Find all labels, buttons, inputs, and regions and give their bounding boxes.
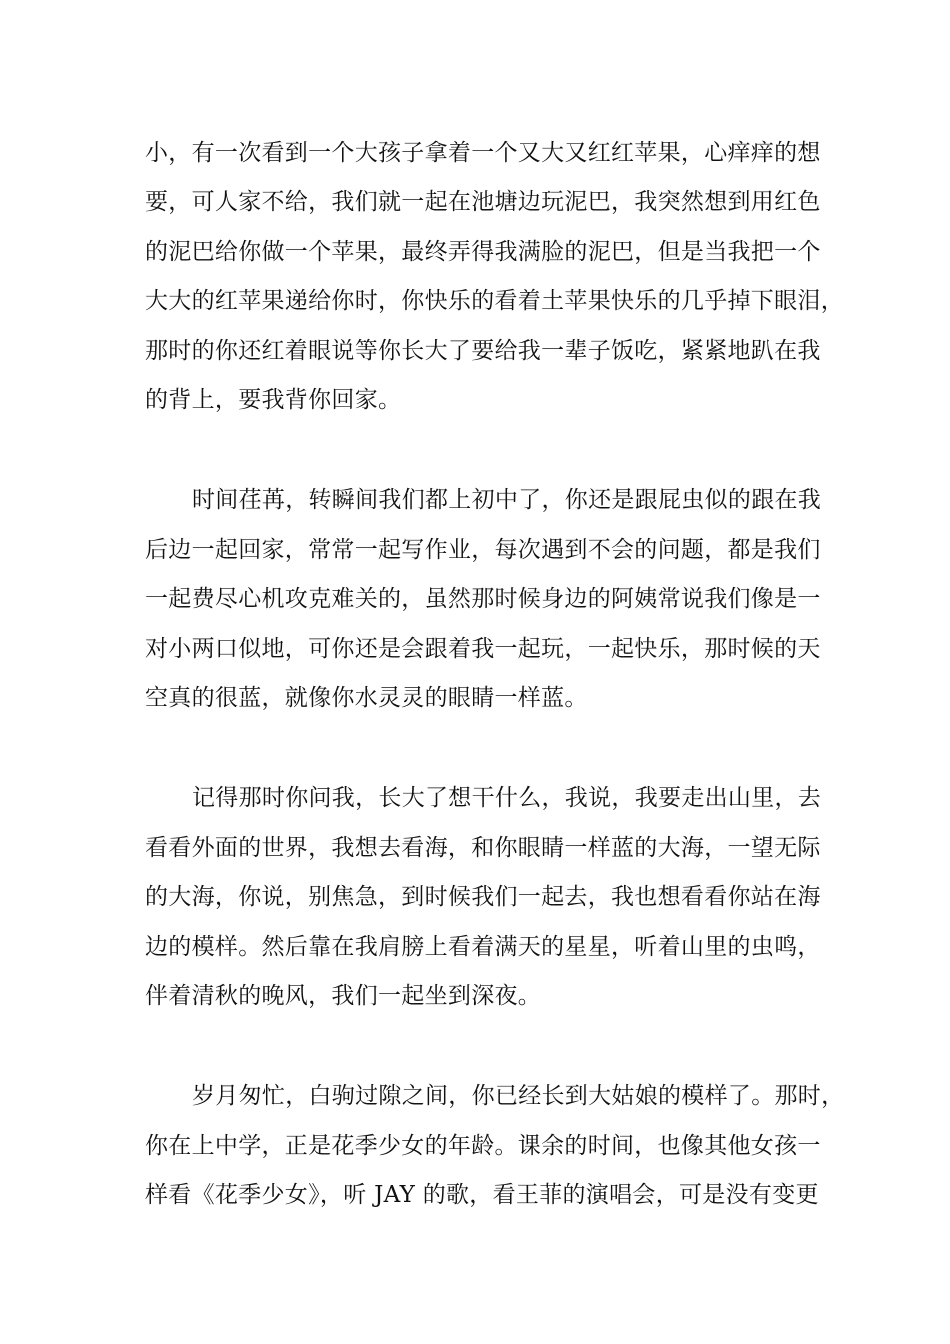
text-line: 对小两口似地，可你还是会跟着我一起玩，一起快乐，那时候的天 [145, 636, 821, 662]
text-line: 的大海，你说，别焦急，到时候我们一起去，我也想看看你站在海 [145, 884, 821, 910]
text-line: 看看外面的世界，我想去看海，和你眼睛一样蓝的大海，一望无际 [145, 835, 821, 861]
text-line: 大大的红苹果递给你时，你快乐的看着土苹果快乐的几乎掉下眼泪， [145, 288, 844, 314]
text-line: 样看《花季少女》，听 JAY 的歌，看王菲的演唱会，可是没有变更 [145, 1182, 819, 1208]
text-line: 边的模样。然后靠在我肩膀上看着满天的星星，听着山里的虫鸣， [145, 934, 821, 960]
text-line: 那时的你还红着眼说等你长大了要给我一辈子饭吃，紧紧地趴在我 [145, 338, 821, 364]
text-line: 的背上，要我背你回家。 [145, 387, 402, 413]
text-line: 记得那时你问我，长大了想干什么，我说，我要走出山里，去 [192, 785, 822, 811]
text-line: 伴着清秋的晚风，我们一起坐到深夜。 [145, 983, 542, 1009]
text-line: 的泥巴给你做一个苹果，最终弄得我满脸的泥巴，但是当我把一个 [145, 239, 821, 265]
text-line: 一起费尽心机攻克难关的，虽然那时候身边的阿姨常说我们像是一 [145, 586, 821, 612]
text-line: 空真的很蓝，就像你水灵灵的眼睛一样蓝。 [145, 685, 588, 711]
text-line: 小，有一次看到一个大孩子拿着一个又大又红红苹果，心痒痒的想 [145, 140, 821, 166]
text-line: 时间荏苒，转瞬间我们都上初中了，你还是跟屁虫似的跟在我 [192, 487, 822, 513]
text-line: 要，可人家不给，我们就一起在池塘边玩泥巴，我突然想到用红色 [145, 189, 821, 215]
text-line: 岁月匆忙，白驹过隙之间，你已经长到大姑娘的模样了。那时， [192, 1083, 845, 1109]
text-line: 你在上中学，正是花季少女的年龄。课余的时间，也像其他女孩一 [145, 1133, 821, 1159]
text-line: 后边一起回家，常常一起写作业，每次遇到不会的问题，都是我们 [145, 537, 821, 563]
